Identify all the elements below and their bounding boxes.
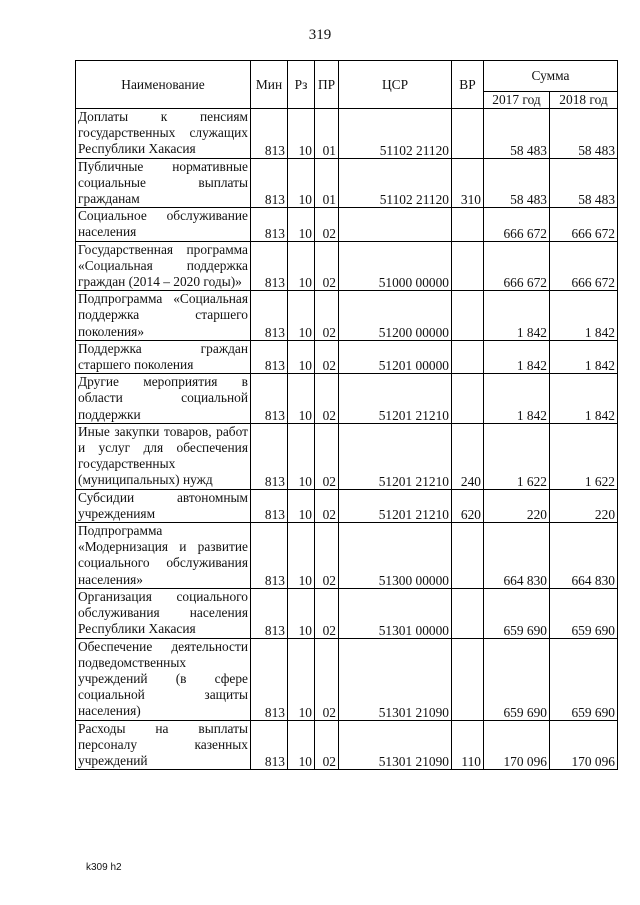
row-name: Обеспечение деятельности подведомственных учреждений (в сфере социальной защиты населения) (76, 638, 251, 720)
row-pr: 02 (315, 523, 339, 589)
table-row (76, 489, 618, 522)
row-pr: 01 (315, 158, 339, 208)
row-vr: 240 (452, 423, 484, 489)
table-row (76, 340, 618, 373)
table-row (76, 374, 618, 424)
row-pr: 01 (315, 109, 339, 159)
row-2017: 1 622 (484, 423, 550, 489)
row-csr: 51300 00000 (339, 523, 452, 589)
row-name: Расходы на выплаты персоналу казенных учреждений (76, 720, 251, 770)
row-2017: 220 (484, 489, 550, 522)
row-vr (452, 374, 484, 424)
row-2018: 58 483 (550, 109, 618, 159)
row-2017: 666 672 (484, 241, 550, 291)
row-vr (452, 588, 484, 638)
header-min: Мин (251, 61, 288, 109)
row-rz: 10 (288, 523, 315, 589)
header-row (76, 61, 618, 92)
row-pr: 02 (315, 489, 339, 522)
row-rz: 10 (288, 291, 315, 341)
row-pr: 02 (315, 291, 339, 341)
row-rz: 10 (288, 588, 315, 638)
table-row (76, 523, 618, 589)
row-2017: 659 690 (484, 638, 550, 720)
table-row (76, 720, 618, 770)
row-vr (452, 241, 484, 291)
row-name: Подпрограмма «Модернизация и развитие социального обслуживания населения» (76, 523, 251, 589)
row-csr: 51301 21090 (339, 638, 452, 720)
row-min: 813 (251, 241, 288, 291)
row-vr: 620 (452, 489, 484, 522)
table-row (76, 158, 618, 208)
row-rz: 10 (288, 158, 315, 208)
row-pr: 02 (315, 340, 339, 373)
row-min: 813 (251, 374, 288, 424)
row-min: 813 (251, 208, 288, 241)
row-rz: 10 (288, 241, 315, 291)
row-vr: 110 (452, 720, 484, 770)
row-csr: 51102 21120 (339, 109, 452, 159)
row-2017: 1 842 (484, 374, 550, 424)
row-2017: 664 830 (484, 523, 550, 589)
header-sum: Сумма (484, 61, 618, 92)
row-2018: 666 672 (550, 208, 618, 241)
row-csr: 51200 00000 (339, 291, 452, 341)
header-year-2017: 2017 год (484, 92, 550, 109)
row-pr: 02 (315, 374, 339, 424)
header-vr: ВР (452, 61, 484, 109)
header-rz: Рз (288, 61, 315, 109)
table-row (76, 423, 618, 489)
row-name: Социальное обслуживание населения (76, 208, 251, 241)
budget-table (75, 60, 618, 770)
row-csr: 51000 00000 (339, 241, 452, 291)
row-vr (452, 638, 484, 720)
row-rz: 10 (288, 340, 315, 373)
row-csr: 51201 21210 (339, 423, 452, 489)
row-2017: 58 483 (484, 158, 550, 208)
row-min: 813 (251, 109, 288, 159)
row-rz: 10 (288, 423, 315, 489)
row-2018: 659 690 (550, 638, 618, 720)
row-name: Публичные нормативные социальные выплаты гражданам (76, 158, 251, 208)
row-pr: 02 (315, 720, 339, 770)
row-2017: 170 096 (484, 720, 550, 770)
row-rz: 10 (288, 638, 315, 720)
row-csr: 51301 00000 (339, 588, 452, 638)
row-name: Государственная программа «Социальная поддержка граждан (2014 – 2020 годы)» (76, 241, 251, 291)
row-rz: 10 (288, 720, 315, 770)
row-pr: 02 (315, 208, 339, 241)
table-row (76, 241, 618, 291)
row-name: Подпрограмма «Социальная поддержка старшего поколения» (76, 291, 251, 341)
row-2018: 1 842 (550, 374, 618, 424)
page-number: 319 (308, 27, 332, 43)
row-name: Субсидии автономным учреждениям (76, 489, 251, 522)
row-vr (452, 523, 484, 589)
header-year-2018: 2018 год (550, 92, 618, 109)
row-vr (452, 340, 484, 373)
table-row (76, 109, 618, 159)
table-row (76, 638, 618, 720)
row-pr: 02 (315, 588, 339, 638)
row-2017: 659 690 (484, 588, 550, 638)
footer-code: k309 h2 (86, 862, 122, 873)
row-min: 813 (251, 423, 288, 489)
row-csr: 51201 21210 (339, 489, 452, 522)
row-min: 813 (251, 638, 288, 720)
row-rz: 10 (288, 489, 315, 522)
row-2018: 170 096 (550, 720, 618, 770)
row-2018: 1 622 (550, 423, 618, 489)
row-2017: 58 483 (484, 109, 550, 159)
row-vr (452, 291, 484, 341)
row-2018: 58 483 (550, 158, 618, 208)
row-min: 813 (251, 588, 288, 638)
row-rz: 10 (288, 208, 315, 241)
row-min: 813 (251, 291, 288, 341)
row-csr: 51301 21090 (339, 720, 452, 770)
header-csr: ЦСР (339, 61, 452, 109)
row-name: Другие мероприятия в области социальной поддержки (76, 374, 251, 424)
row-vr (452, 109, 484, 159)
row-csr: 51201 21210 (339, 374, 452, 424)
row-csr (339, 208, 452, 241)
row-2018: 666 672 (550, 241, 618, 291)
row-name: Доплаты к пенсиям государственных служащих Республики Хакасия (76, 109, 251, 159)
row-2018: 659 690 (550, 588, 618, 638)
row-min: 813 (251, 340, 288, 373)
row-2017: 1 842 (484, 340, 550, 373)
row-2017: 1 842 (484, 291, 550, 341)
row-2017: 666 672 (484, 208, 550, 241)
row-2018: 220 (550, 489, 618, 522)
row-name: Иные закупки товаров, работ и услуг для обеспечения государственных (муниципальных) нужд (76, 423, 251, 489)
row-pr: 02 (315, 423, 339, 489)
row-min: 813 (251, 158, 288, 208)
table-row (76, 208, 618, 241)
row-min: 813 (251, 489, 288, 522)
header-name: Наименование (76, 61, 251, 109)
row-pr: 02 (315, 638, 339, 720)
row-vr: 310 (452, 158, 484, 208)
row-name: Поддержка граждан старшего поколения (76, 340, 251, 373)
header-pr: ПР (315, 61, 339, 109)
row-min: 813 (251, 523, 288, 589)
row-csr: 51201 00000 (339, 340, 452, 373)
table-row (76, 588, 618, 638)
row-name: Организация социального обслуживания населения Республики Хакасия (76, 588, 251, 638)
row-vr (452, 208, 484, 241)
row-2018: 664 830 (550, 523, 618, 589)
row-pr: 02 (315, 241, 339, 291)
row-min: 813 (251, 720, 288, 770)
row-csr: 51102 21120 (339, 158, 452, 208)
table-row (76, 291, 618, 341)
row-2018: 1 842 (550, 291, 618, 341)
row-2018: 1 842 (550, 340, 618, 373)
row-rz: 10 (288, 109, 315, 159)
row-rz: 10 (288, 374, 315, 424)
